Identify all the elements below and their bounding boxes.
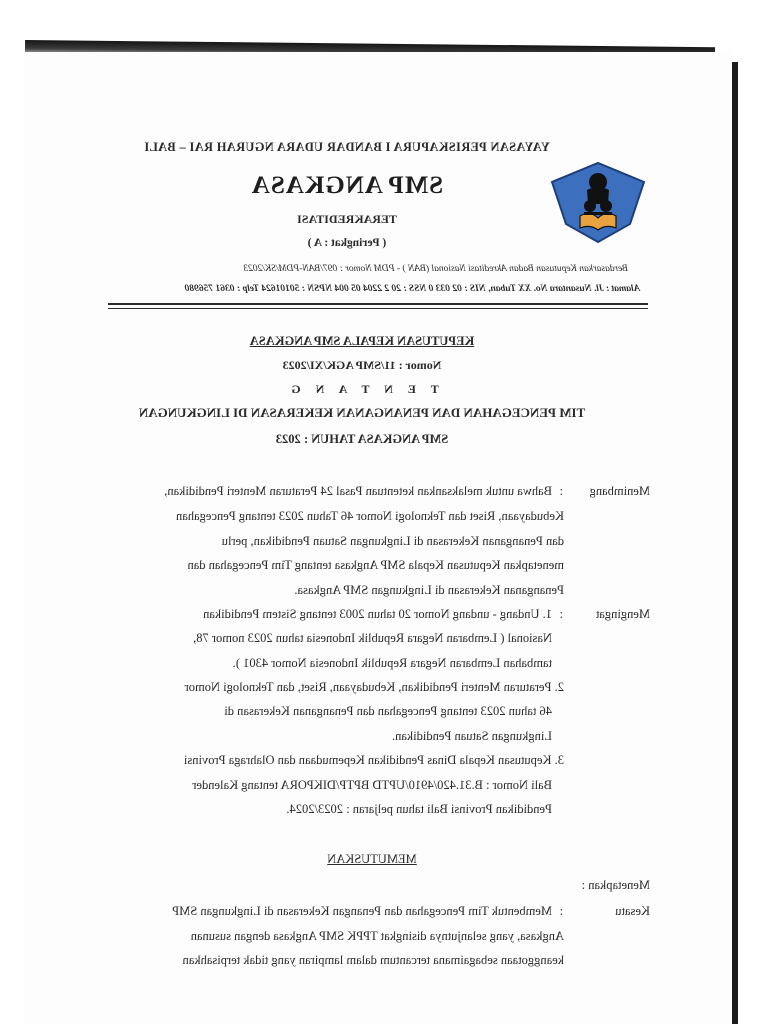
first-article-label: Kesatu [615, 904, 650, 918]
first-article-line: keanggotaan sebagaimana tercantum dalam lampiran yang tidak terpisahkan [182, 953, 564, 967]
recalling-line: Nasional ( Lembaran Negara Republik Indonesia tahun 2023 nomor 78, [193, 631, 552, 645]
recalling-line: Bali Nomor : B.31.420/4910/UPTD BPTP/DIKPORA tentang Kalender [192, 778, 552, 792]
decree-title: KEPUTUSAN KEPALA SMP ANGKASA [249, 334, 475, 348]
scan-right-edge-shadow [732, 62, 738, 1024]
considering-line: Kebudayaan, Riset dan Teknologi Nomor 46 Tahun 2023 tentang Pencegahan [176, 509, 564, 523]
recalling-line: 2. Peraturan Menteri Pendidikan, Kebudayaan, Riset, dan Teknologi Nomor [184, 680, 564, 694]
considering-line: dan Penanganan Kekerasan di Lingkungan Satuan Pendidikan, perlu [221, 534, 564, 548]
deciding-title: MEMUTUSKAN [327, 852, 417, 866]
considering-label: Menimbang [589, 484, 650, 498]
letterhead-divider-thin [108, 308, 648, 309]
considering-line: Bahwa untuk melaksankan ketentuan Pasal 24 Peraturan Menteri Pendidikan, [164, 484, 552, 498]
recalling-line: 1. Undang - undang Nomor 20 tahun 2003 tentang Sistem Pendidikan [203, 607, 552, 621]
first-article-line: Membentuk Tim Pencegahan dan Penangan Kekerasan di Lingkungan SMP [172, 904, 552, 918]
first-article-line: Angkasa, yang selanjutnya disingkat TPPK SMP Angkasa dengan susunan [190, 929, 564, 943]
recalling-line: Lingkungan Satuan Pendidikan. [391, 729, 552, 743]
letterhead-foundation: YAYASAN PERISKAPURA I BANDAR UDARA NGURAH RAI – BALI [144, 140, 550, 154]
decree-about: T E N T A N G [285, 382, 439, 396]
recalling-line: 46 tahun 2023 tentang Pencegahan dan Penanganan Kekerasan di [224, 704, 552, 718]
letterhead-accreditation: TERAKREDITASI [297, 212, 397, 226]
considering-line: Penanganan Kekerasan di Lingkungan SMP Angkasa. [294, 583, 564, 597]
letterhead-address: Alamat : Jl. Nusantara No. XX Tuban, NIS : 02 033 0 NSS : 20 2 2204 05 004 NPSN : 50101624 Telp : 0361 756980 [184, 284, 640, 294]
first-article-colon: : [559, 904, 563, 918]
recalling-line: tambahan Lembaran Negara Republik Indonesia Nomor 4301 ). [232, 656, 552, 670]
letterhead-divider-thick [108, 303, 648, 305]
stipulate-label: Menetapkan : [581, 878, 650, 892]
recalling-label: Mengingat [595, 607, 650, 621]
recalling-line: 3. Keputusan Kepala Dinas Pendidikan Kepemudaan dan Olahraga Provinsi [183, 753, 564, 767]
decree-subject: TIM PENCEGAHAN DAN PENANGANAN KEKERASAN DI LINGKUNGAN [138, 405, 586, 420]
decree-year: SMP ANGKASA TAHUN : 2023 [275, 432, 449, 446]
letterhead-school-name: SMP ANGKASA [250, 172, 444, 199]
considering-line: menetapkan Keputusan Kepala SMP Angkasa tentang Tim Pencegahan dan [187, 558, 564, 572]
document-sheet [24, 52, 732, 1024]
letterhead-rating: ( Peringkat : A ) [307, 237, 387, 249]
mirrored-document [24, 52, 732, 1024]
considering-colon: : [559, 484, 563, 498]
recalling-colon: : [559, 607, 563, 621]
recalling-line: Pendidikan Provinsi Bali tahun peljaran : 2023/2024. [286, 802, 552, 816]
decree-number: Nomor : 11/SMP AGK/XI/2023 [282, 358, 442, 372]
letterhead-basis: Berdasarkan Keputusan Badan Akreditasi Nasional (BAN ) - PDM Nomor : 097/BAN-PDM/SK/2023 [243, 264, 628, 274]
